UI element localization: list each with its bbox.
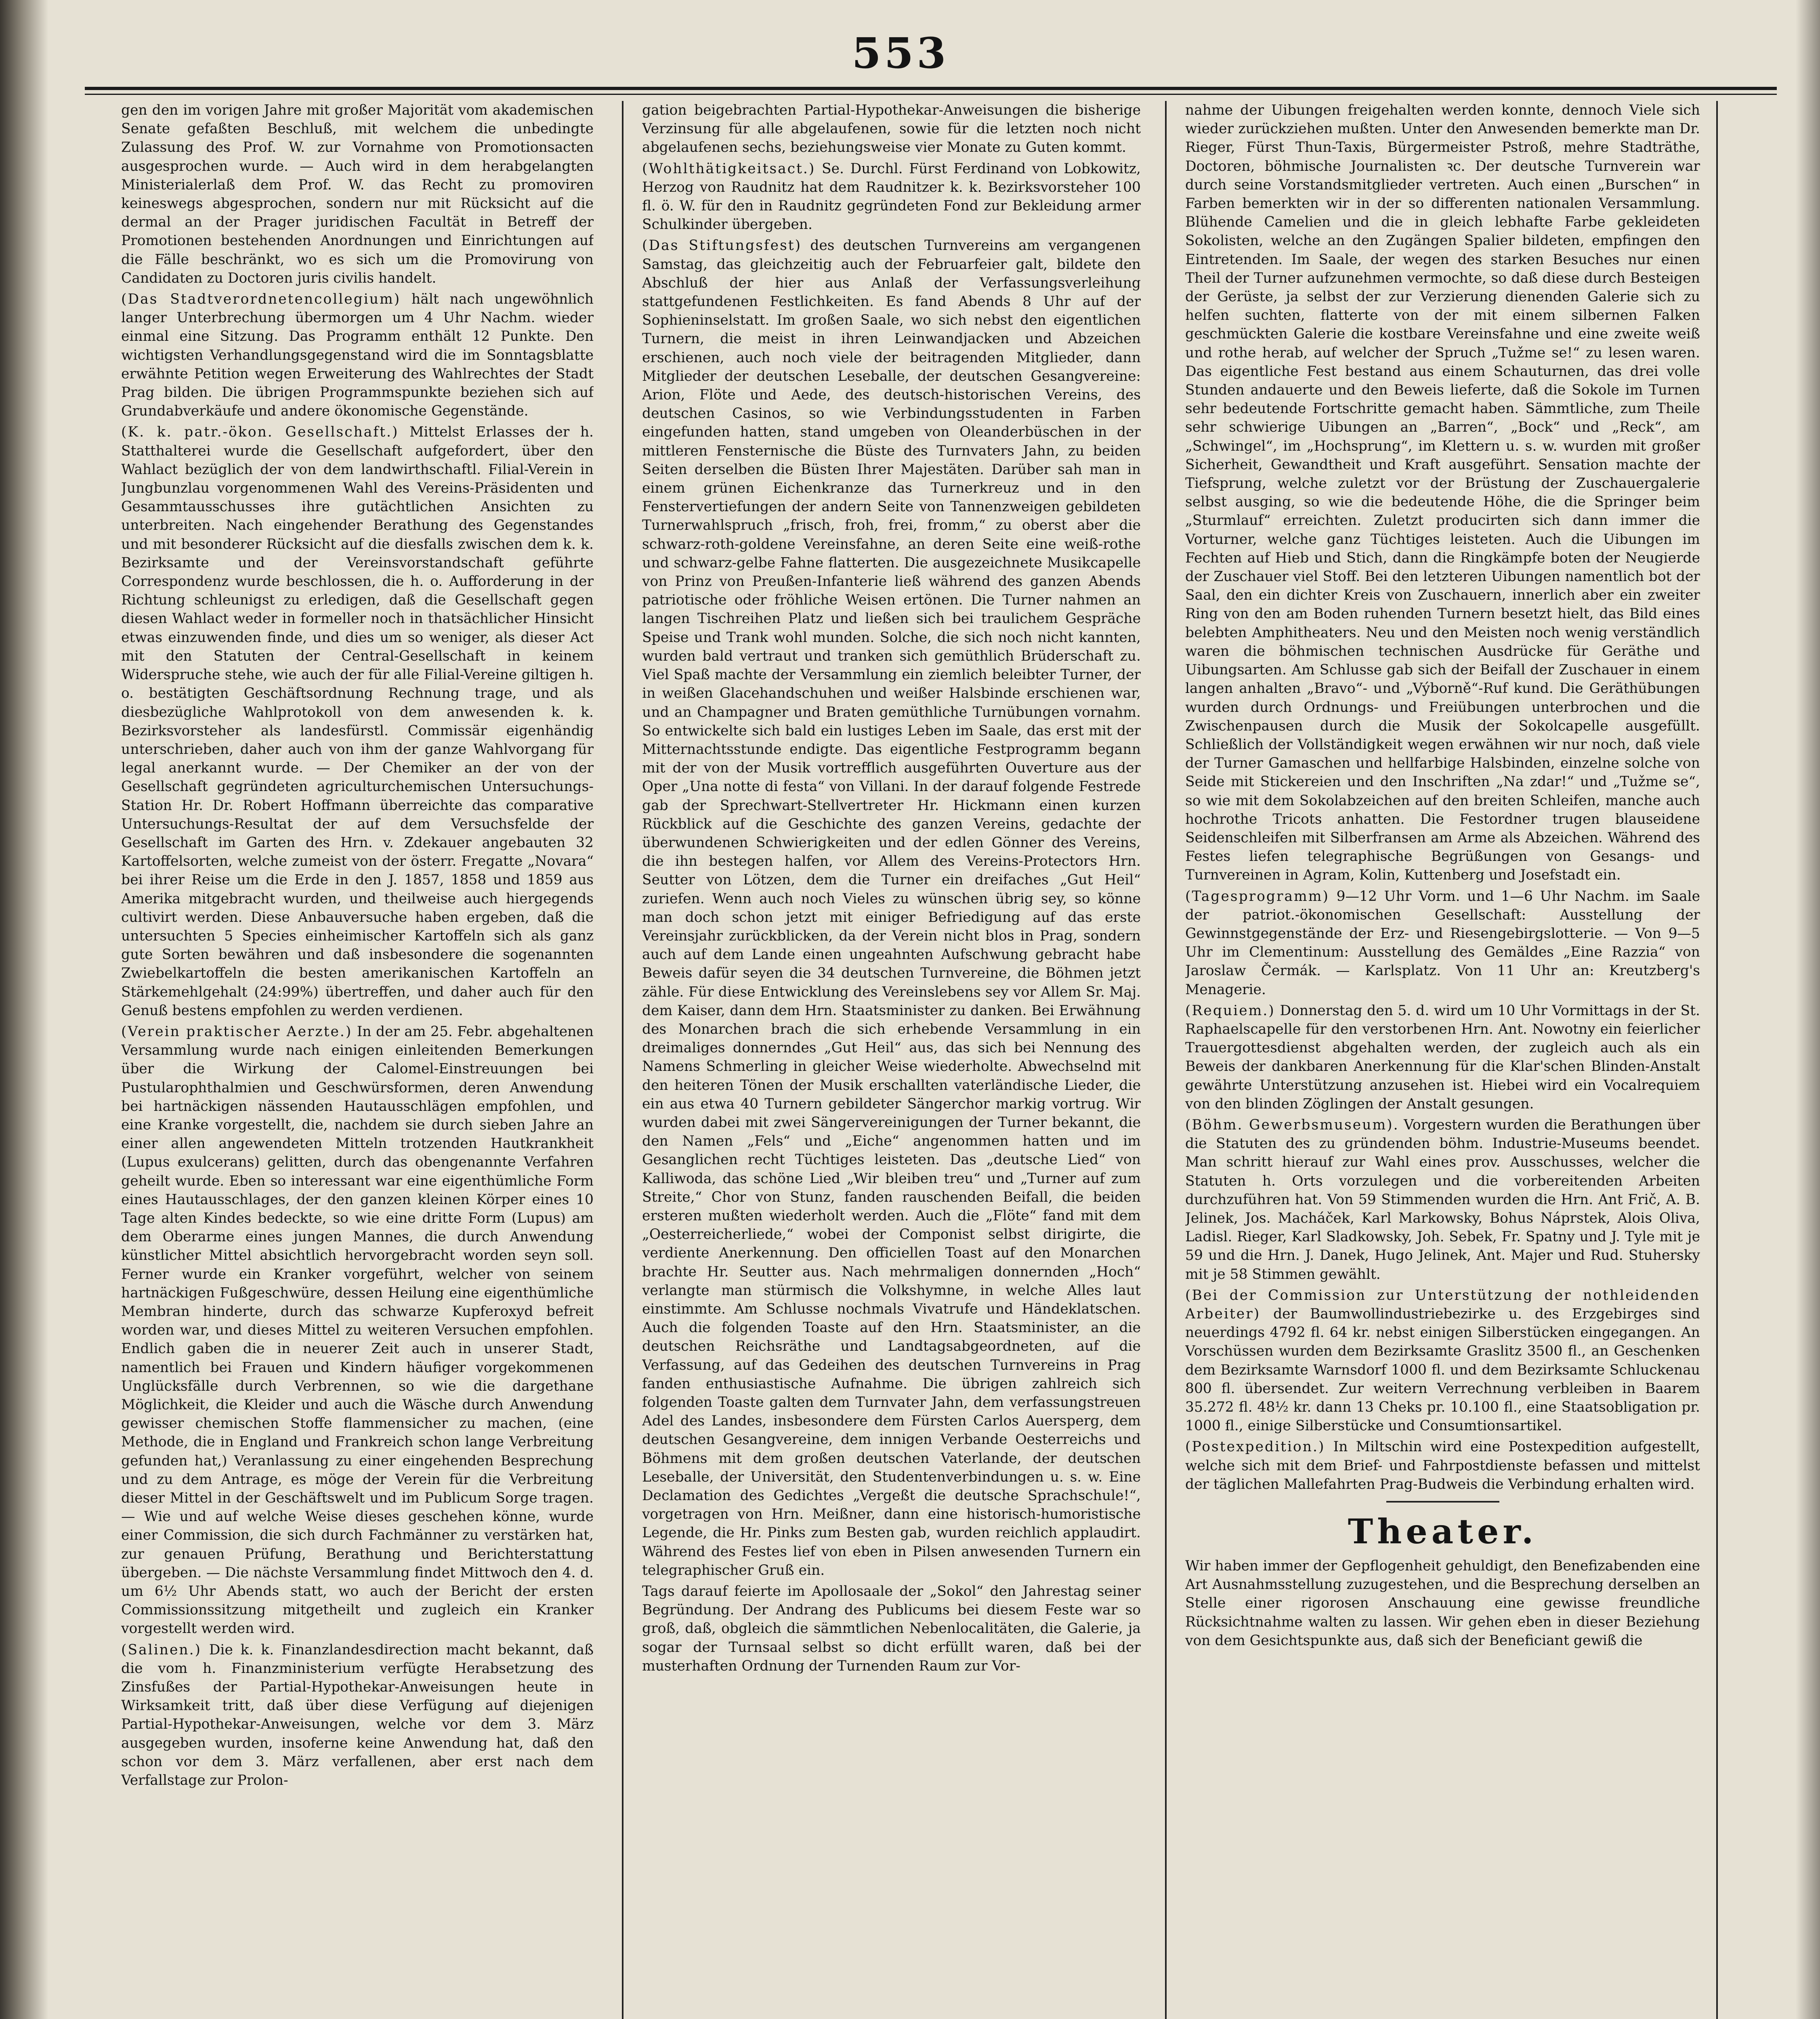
article-heading: (Tagesprogramm) (1185, 888, 1329, 905)
article-text: In Miltschin wird eine Postexpedition aufgestellt, welche sich mit dem Brief- und Fahrpostdienste befassen und mittelst der täglichen Mallefahrten Prag-Budweis die Verbindung erhalten wird. (1185, 1439, 1700, 1492)
article-heading: (Salinen.) (121, 1641, 202, 1658)
article-paragraph (1185, 887, 1700, 999)
article-text: Mittelst Erlasses der h. Statthalterei wurde die Gesellschaft aufgefordert, über den Wahlact bezüglich der von dem landwirthschaftl. Filial-Verein in Jungbunzlau vorgenommenen Wahl des Vereins-Präsidenten und Gesammtausschusses ihre gutächtlichen Ansichten zu unterbreiten. Nach eingehender Berathung des Gegenstandes und mit besonderer Rücksicht auf die diesfalls zwischen dem k. k. Bezirksamte und der Vereinsvorstandschaft geführte Correspondenz wurde beschlossen, die h. o. Aufforderung in der Richtung schleunigst zu erledigen, daß die Gesellschaft gegen diesen Wahlact weder in formeller noch in thatsächlicher Hinsicht etwas einzuwenden finde, und dies um so weniger, als dieser Act mit den Statuten der Central-Gesellschaft in keinem Widerspruche stehe, wie auch der für alle Filial-Vereine giltigen h. o. bestätigten Geschäftsordnung Rechnung trage, und als diesbezügliche Wahlprotokoll von dem anwesenden k. k. Bezirksvorsteher als landesfürstl. Commissär eigenhändig unterschrieben, daher auch von ihm der ganze Wahlvorgang für legal anerkannt wurde. — Der Chemiker an der von der Gesellschaft gegründeten agriculturchemischen Untersuchungs-Station Hr. Dr. Robert Hoffmann überreichte das comparative Untersuchungs-Resultat der auf dem Versuchsfelde der Gesellschaft im Garten des Hrn. v. Zdekauer angebauten 32 Kartoffelsorten, welche zumeist von der österr. Fregatte „Novara“ bei ihrer Reise um die Erde in den J. 1857, 1858 und 1859 aus Amerika mitgebracht wurden, und theilweise auch hiergegends cultivirt werden. Diese Anbauversuche haben ergeben, daß die untersuchten 5 Species einheimischer Kartoffeln sich als ganz gute Sorten bewähren und daß insbesondere die sogenannten Zwiebelkartoffeln die besten amerikanischen Kartoffeln an Stärkemehlgehalt (24:99%) übertreffen, und daher auch für den Genuß bestens empfohlen zu werden verdienen. (121, 424, 594, 1019)
article-text: Wir haben immer der Gepflogenheit gehuldigt, den Benefizabenden eine Art Ausnahmsstellung zuzugestehen, und die Besprechung derselben an Stelle einer rigorosen Anschauung eine gewisse freundliche Rücksichtnahme walten zu lassen. Wir gehen eben in dieser Beziehung von dem Gesichtspunkte aus, daß sich der Beneficiant gewiß die (1185, 1558, 1700, 1649)
article-paragraph (121, 1641, 594, 1790)
article-paragraph (1185, 1001, 1700, 1113)
article-heading: (Postexpedition.) (1185, 1439, 1325, 1455)
article-text: gen den im vorigen Jahre mit großer Majorität vom akademischen Senate gefaßten Beschluß, mit welchem die unbedingte Zulassung des Prof. W. zur Vornahme von Promotionsacten ausgesprochen wurde. — Auch wird in dem herabgelangten Ministerialerlaß dem Prof. W. das Recht zu promoviren keineswegs abgesprochen, sondern nur mit Rücksicht auf die dermal an der Prager juridischen Facultät in Betreff der Promotionen bestehenden Anordnungen und Einrichtungen auf die Fälle beschränkt, wo es sich um die Promovirung von Candidaten zu Doctoren juris civilis handelt. (121, 102, 594, 286)
article-heading: (K. k. patr.-ökon. Gesellschaft.) (121, 424, 399, 441)
column-divider (622, 101, 623, 2019)
article-text: nahme der Uibungen freigehalten werden konnte, dennoch Viele sich wieder zurückziehen mußten. Unter den Anwesenden bemerkte man Dr. Rieger, Fürst Thun-Taxis, Bürgermeister Pstroß, mehre Stadträthe, Doctoren, böhmische Journalisten ꝛc. Der deutsche Turnverein war durch seine Vorstandsmitglieder vertreten. Auch einen „Burschen“ in Farben bemerkten wir in der so differenten nationalen Versammlung. Blühende Camelien und die in gleich lebhafte Farbe gekleideten Sokolisten, welche an den Zugängen Spalier bildeten, empfingen den Eintretenden. Im Saale, der wegen des starken Besuches nur einen Theil der Turner aufzunehmen vermochte, so daß diese durch Besteigen der Gerüste, ja selbst der zur Verzierung dienenden Galerie sich zu helfen suchten, flatterte von der mit einem silbernen Falken geschmückten Galerie die kostbare Vereinsfahne und eine zweite weiß und rothe herab, auf welcher der Spruch „Tužme se!“ zu lesen waren. Das eigentliche Fest bestand aus einem Schauturnen, das drei volle Stunden andauerte und den Beweis lieferte, daß die Sokole im Turnen sehr bedeutende Fortschritte gemacht haben. Sämmtliche, zum Theile sehr schwierige Uibungen an „Barren“, „Bock“ und „Reck“, am „Schwingel“, im „Hochsprung“, im Klettern u. s. w. wurden mit großer Sicherheit, Gewandtheit und Kraft ausgeführt. Sensation machte der Tiefsprung, welche zuletzt vor der Brüstung der Zuschauergalerie selbst ausging, so wie die bedeutende Höhe, die die Springer beim „Sturmlauf“ erreichten. Zuletzt producirten sich dann immer die Vorturner, welche ganz Tüchtiges leisteten. Auch die Uibungen im Fechten auf Hieb und Stich, dann die Ringkämpfe boten der Neugierde der Zuschauer viel Stoff. Bei den letzteren Uibungen namentlich bot der Saal, den ein dichter Kreis von Zuschauern, innerlich aber ein zweiter Ring von den am Boden ruhenden Turnern besetzt hielt, das Bild eines belebten Amphitheaters. Neu und den Meisten noch wenig verständlich waren die böhmischen technischen Ausdrücke für Geräthe und Uibungsarten. Am Schlusse gab sich der Beifall der Zuschauer in einem langen anhalten „Bravo“- und „Výborně“-Ruf kund. Die Geräthübungen wurden durch Ordnungs- und Freiübungen unterbrochen und die Zwischenpausen durch die Musik der Sokolcapelle ausgefüllt. Schließlich der Vollständigkeit wegen erwähnen wir nur noch, daß viele der Turner Gamaschen und hellfarbige Halsbinden, einzelne solche von Seide mit Stickereien und den Inschriften „Na zdar!“ und „Tužme se“, so wie mit dem Sokolabzeichen auf den breiten Schleifen, manche auch hochrothe Tricots anhatten. Die Festordner trugen blauseidene Seidenschleifen mit Silberfransen am Arme als Abzeichen. Während des Festes liefen telegraphische Begrüßungen von Gesangs- und Turnvereinen in Agram, Kolin, Kuttenberg und Josefstadt ein. (1185, 102, 1700, 884)
article-text: Tags darauf feierte im Apollosaale der „Sokol“ den Jahrestag seiner Begründung. Der Andrang des Publicums bei diesem Feste war so groß, daß, obgleich die sämmtlichen Nebenlocalitäten, die Galerie, ja sogar der Turnsaal selbst so dicht erfüllt waren, daß bei der musterhaften Ordnung der Turnenden Raum zur Vor- (642, 1583, 1141, 1674)
article-heading: (Das Stiftungsfest) (642, 237, 802, 254)
article-text: Se. Durchl. Fürst Ferdinand von Lobkowitz, Herzog von Raudnitz hat dem Raudnitzer k. k. Bezirksvorsteher 100 fl. ö. W. für den in Raudnitz gegründeten Fond zur Bekleidung armer Schulkinder übergeben. (642, 160, 1141, 233)
column-divider (1165, 101, 1167, 2019)
article-text: der Baumwollindustriebezirke u. des Erzgebirges sind neuerdings 4792 fl. 64 kr. nebst einigen Silberstücken eingegangen. An Vorschüssen wurden dem Bezirksamte Graslitz 3500 fl., an Geschenken dem Bezirksamte Warnsdorf 1000 fl. und dem Bezirksamte Schluckenau 800 fl. übersendet. Zur weitern Verrechnung verbleiben in Baarem 35.272 fl. 48½ kr. dann 13 Cheks pr. 10.100 fl., eine Staatsobligation pr. 1000 fl., einige Silberstücke und Consumtionsartikel. (1185, 1306, 1700, 1434)
article-heading: (Böhm. Gewerbsmuseum). (1185, 1117, 1399, 1133)
article-paragraph (642, 1582, 1141, 1675)
article-paragraph (642, 160, 1141, 234)
article-heading: (Requiem.) (1185, 1002, 1275, 1019)
article-text: Vorgestern wurden die Berathungen über die Statuten des zu gründenden böhm. Industrie-Museums beendet. Man schritt hierauf zur Wahl eines prov. Ausschusses, welcher die Statuten h. Orts vorzulegen und die vorbereitenden Arbeiten durchzuführen hat. Von 59 Stimmenden wurden die Hrn. Ant Frič, A. B. Jelinek, Jos. Macháček, Karl Markowsky, Bohus Náprstek, Alois Oliva, Ladisl. Rieger, Karl Sladkowsky, Joh. Sebek, Fr. Spatny und J. Tyle mit je 59 und die Hrn. J. Danek, Hugo Jelinek, Ant. Majer und Rud. Stuhersky mit je 58 Stimmen gewählt. (1185, 1117, 1700, 1282)
article-paragraph (1185, 1286, 1700, 1436)
article-text: Donnerstag den 5. d. wird um 10 Uhr Vormittags in der St. Raphaelscapelle für den verstorbenen Hrn. Ant. Nowotny ein feierlicher Trauergottesdienst abgehalten werden, der zugleich auch als ein Beweis der dankbaren Anerkennung für die Klar'schen Blinden-Anstalt gewährte Unterstützung anzusehen ist. Hiebei wird ein Vocalrequiem von den blinden Zöglingen der Anstalt gesungen. (1185, 1002, 1700, 1112)
article-text: des deutschen Turnvereins am vergangenen Samstag, das gleichzeitig auch der Februarfeier galt, bildete den Abschluß der hier aus Anlaß der Verfassungsverleihung stattgefundenen Festlichkeiten. Es fand Abends 8 Uhr auf der Sophieninselstatt. Im großen Saale, wo sich nebst den eigentlichen Turnern, die meist in ihren Leinwandjacken und Abzeichen erschienen, auch noch viele der beitragenden Mitglieder, dann Mitglieder der deutschen Leseballe, der deutschen Gesangvereine: Arion, Flöte und Aede, des deutsch-historischen Vereins, des deutschen Casinos, so wie Verbindungsstudenten in Farben eingefunden hatten, stand umgeben von Oleanderbüschen in der mittleren Fensternische die Büste des Turnvaters Jahn, zu beiden Seiten derselben die Büsten Ihrer Majestäten. Darüber sah man in einem grünen Eichenkranze das Turnerkreuz und in den Fenstervertiefungen der andern Seite von Tannenzweigen gebildeten Turnerwahlspruch „frisch, froh, frei, fromm,“ zu oberst aber die schwarz-roth-goldene Vereinsfahne, an deren Seite eine weiß-rothe und schwarz-gelbe Fahne flatterten. Die ausgezeichnete Musikcapelle von Prinz von Preußen-Infanterie ließ während des ganzen Abends patriotische oder fröhliche Weisen ertönen. Die Turner nahmen an langen Tischreihen Platz und ließen sich bei traulichem Gespräche Speise und Trank wohl munden. Solche, die sich noch nicht kannten, wurden bald vertraut und tranken sich gemüthlich Brüderschaft zu. Viel Spaß machte der Versammlung ein ziemlich beleibter Turner, der in weißen Glacehandschuhen und weißer Halsbinde erschienen war, und an Champagner und Braten gemüthliche Turnübungen vornahm. So entwickelte sich bald ein lustiges Leben im Saale, das erst mit der Mitternachtsstunde endigte. Das eigentliche Festprogramm begann mit der von der Musik vortrefflich ausgeführten Ouverture aus der Oper „Una notte di festa“ von Villani. In der darauf folgende Festrede gab der Sprechwart-Stellvertreter Hr. Hickmann einen kurzen Rückblick auf die Geschichte des ganzen Vereins, gedachte der überwundenen Schwierigkeiten und der edlen Gönner des Vereins, die ihn bestegen halfen, vor Allem des Vereins-Protectors Hrn. Seutter von Lötzen, dem die Turner ein dreifaches „Gut Heil“ zuriefen. Wenn auch noch Vieles zu wünschen übrig sey, so könne man doch schon jetzt mit einiger Befriedigung auf das erste Vereinsjahr zurückblicken, da der Verein nicht blos in Prag, sondern auch auf dem Lande einen ungeahnten Aufschwung gebracht habe Beweis dafür seyen die 34 deutschen Turnvereine, die Böhmen jetzt zähle. Für diese Entwicklung des Vereinslebens sey vor Allem Sr. Maj. dem Kaiser, dann dem Hrn. Staatsminister zu danken. Bei Erwähnung des Monarchen brach die sich erhebende Versammlung in ein dreimaliges donnerndes „Gut Heil“ aus, das sich bei Nennung des Namens Schmerling in gleicher Weise wiederholte. Abwechselnd mit den heiteren Tönen der Musik erschallten vaterländische Lieder, die ein aus etwa 40 Turnern gebildeter Sängerchor markig vortrug. Wir wurden dabei mit zwei Sängervereinigungen der Turner bekannt, die den Namen „Fels“ und „Eiche“ angenommen hatten und im Gesanglichen recht Tüchtiges leisteten. Das „deutsche Lied“ von Kalliwoda, das schöne Lied „Wir bleiben treu“ und „Turner auf zum Streite,“ Chor von Stunz, fanden rauschenden Beifall, die beiden ersteren mußten wiederholt werden. Auch die „Flöte“ fand mit dem „Oesterreicherliede,“ wobei der Componist selbst dirigirte, die verdiente Anerkennung. Den officiellen Toast auf den Monarchen brachte Hr. Seutter aus. Nach mehrmaligen donnernden „Hoch“ verlangte man stürmisch die Volkshymne, in welche Alles laut einstimmte. Am Schlusse nochmals Vivatrufe und Händeklatschen. Auch die folgenden Toaste auf den Hrn. Staatsminister, an die deutschen Reichsräthe und Landtagsabgeordneten, auf die Verfassung, auf das Gedeihen des deutschen Turnvereins in Prag fanden enthusiastische Aufnahme. Die übrigen zahlreich sich folgenden Toaste galten dem Turnvater Jahn, dem verfassungstreuen Adel des Landes, insbesondere dem Fürsten Carlos Auersperg, dem deutschen Gesangvereine, dem innigen Verbande Oesterreichs und Böhmens mit dem großen deutschen Vaterlande, der deutschen Leseballe, der Universität, den Studentenverbindungen u. s. w. Eine Declamation des Gedichtes „Vergeßt die deutsche Sprachschule!“, vorgetragen von Hrn. Meißner, dann eine historisch-humoristische Legende, die Hr. Pinks zum Besten gab, wurden reichlich applaudirt. Während des Festes lief von eben in Pilsen anwesenden Turnern ein telegraphischer Gruß ein. (642, 237, 1141, 1578)
article-paragraph (121, 1022, 594, 1638)
article-text: 9—12 Uhr Vorm. und 1—6 Uhr Nachm. im Saale der patriot.-ökonomischen Gesellschaft: Ausstellung der Gewinnstgegenstände der Erz- und Riesengebirgslotterie. — Von 9—5 Uhr im Clementinum: Ausstellung des Gemäldes „Eine Razzia“ von Jaroslaw Čermák. — Karlsplatz. Von 11 Uhr an: Kreutzberg's Menagerie. (1185, 888, 1700, 998)
column-1 (121, 101, 594, 2019)
header-rule (85, 87, 1777, 90)
article-text: hält nach ungewöhnlich langer Unterbrechung übermorgen um 4 Uhr Nachm. wieder einmal eine Sitzung. Das Programm enthält 12 Punkte. Den wichtigsten Verhandlungsgegenstand wird die im Sonntagsblatte erwähnte Petition wegen Erweiterung des Wahlrechtes der Stadt Prag bilden. Die übrigen Programmspunkte beziehen sich auf Grundabverkäufe und andere ökonomische Gegenstände. (121, 291, 594, 420)
page-edge (1796, 0, 1820, 2019)
article-paragraph (121, 290, 594, 420)
article-paragraph (642, 101, 1141, 157)
article-text: Die k. k. Finanzlandesdirection macht bekannt, daß die vom h. Finanzministerium verfügte Herabsetzung des Zinsfußes der Partial-Hypothekar-Anweisungen heute in Wirksamkeit tritt, daß über diese Verfügung auf diejenigen Partial-Hypothekar-Anweisungen, welche vor dem 3. März ausgegeben wurden, insoferne keine Anwendung hat, daß den schon vor dem 3. März verfallenen, aber erst nach dem Verfallstage zur Prolon- (121, 1641, 594, 1789)
article-heading: (Das Stadtverordnetencollegium) (121, 291, 401, 308)
article-paragraph (121, 101, 594, 288)
article-heading: (Bei der Commission zur Unterstützung der nothleidenden Arbeiter) (1185, 1287, 1700, 1322)
column-divider (1716, 101, 1718, 2019)
header-rule-thin (85, 94, 1777, 95)
page-number: 553 (852, 28, 949, 78)
article-heading: (Verein praktischer Aerzte.) (121, 1023, 353, 1040)
article-paragraph (1185, 101, 1700, 885)
article-paragraph (1185, 1557, 1700, 1650)
section-title: Theater. (1348, 1511, 1538, 1552)
binding-shadow (0, 0, 48, 2019)
article-paragraph (1185, 1438, 1700, 1494)
article-paragraph (642, 236, 1141, 1580)
article-text: gation beigebrachten Partial-Hypothekar-Anweisungen die bisherige Verzinsung für alle abgelaufenen, sowie für die letzten noch nicht abgelaufenen sechs, beziehungsweise vier Monate zu Guten kommt. (642, 102, 1141, 156)
column-3 (1185, 101, 1700, 2019)
article-paragraph (121, 423, 594, 1020)
column-2 (642, 101, 1141, 2019)
article-heading: (Wohlthätigkeitsact.) (642, 160, 816, 177)
article-text: In der am 25. Febr. abgehaltenen Versammlung wurde nach einigen einleitenden Bemerkungen über die Wirkung der Calomel-Einstreuungen bei Pustularophthalmien und Geschwürsformen, deren Anwendung bei hartnäckigen nässenden Hautausschlägen empfohlen, und eine Kranke vorgestellt, die, nachdem sie durch sieben Jahre an einer allen angewendeten Mitteln trotzenden Hautkrankheit (Lupus exulcerans) gelitten, durch das obengenannte Verfahren geheilt wurde. Eben so interessant war eine eigenthümliche Form eines Hautausschlages, der den ganzen kleinen Körper eines 10 Tage alten Kindes bedeckte, so wie eine dritte Form (Lupus) am dem Oberarme eines jungen Mannes, die durch Anwendung künstlicher Mittel absichtlich hervorgebracht worden seyn soll. Ferner wurde ein Kranker vorgeführt, welcher von seinem hartnäckigen Fußgeschwüre, dessen Heilung eine eigenthümliche Membran hinderte, durch das schwarze Kupferoxyd befreit worden war, und dieses Mittel zu weiteren Versuchen empfohlen. Endlich gaben die in neuerer Zeit auch in unserer Stadt, namentlich bei Frauen und Kindern häufiger vorgekommenen Unglücksfälle durch Verbrennen, so wie die dargethane Möglichkeit, die Kleider und auch die Wäsche durch Anwendung gewisser chemischen Stoffe flammensicher zu machen, (eine Methode, die in England und Frankreich schon lange Verbreitung gefunden hat,) Veranlassung zu einer eingehenden Besprechung und zu dem Antrage, es möge der Verein für die Verbreitung dieser Mittel in der Geschäftswelt und im Publicum Sorge tragen. — Wie und auf welche Weise dieses geschehen könne, wurde einer Commission, die sich durch Fachmänner zu verstärken hat, zur genauen Prüfung, Berathung und Berichterstattung übergeben. — Die nächste Versammlung findet Mittwoch den 4. d. um 6½ Uhr Abends statt, wo auch der Bericht der ersten Commissionssitzung mitgetheilt und zugleich ein Kranker vorgestellt werden wird. (121, 1023, 594, 1637)
section-rule (1386, 1501, 1499, 1503)
article-paragraph (1185, 1116, 1700, 1284)
